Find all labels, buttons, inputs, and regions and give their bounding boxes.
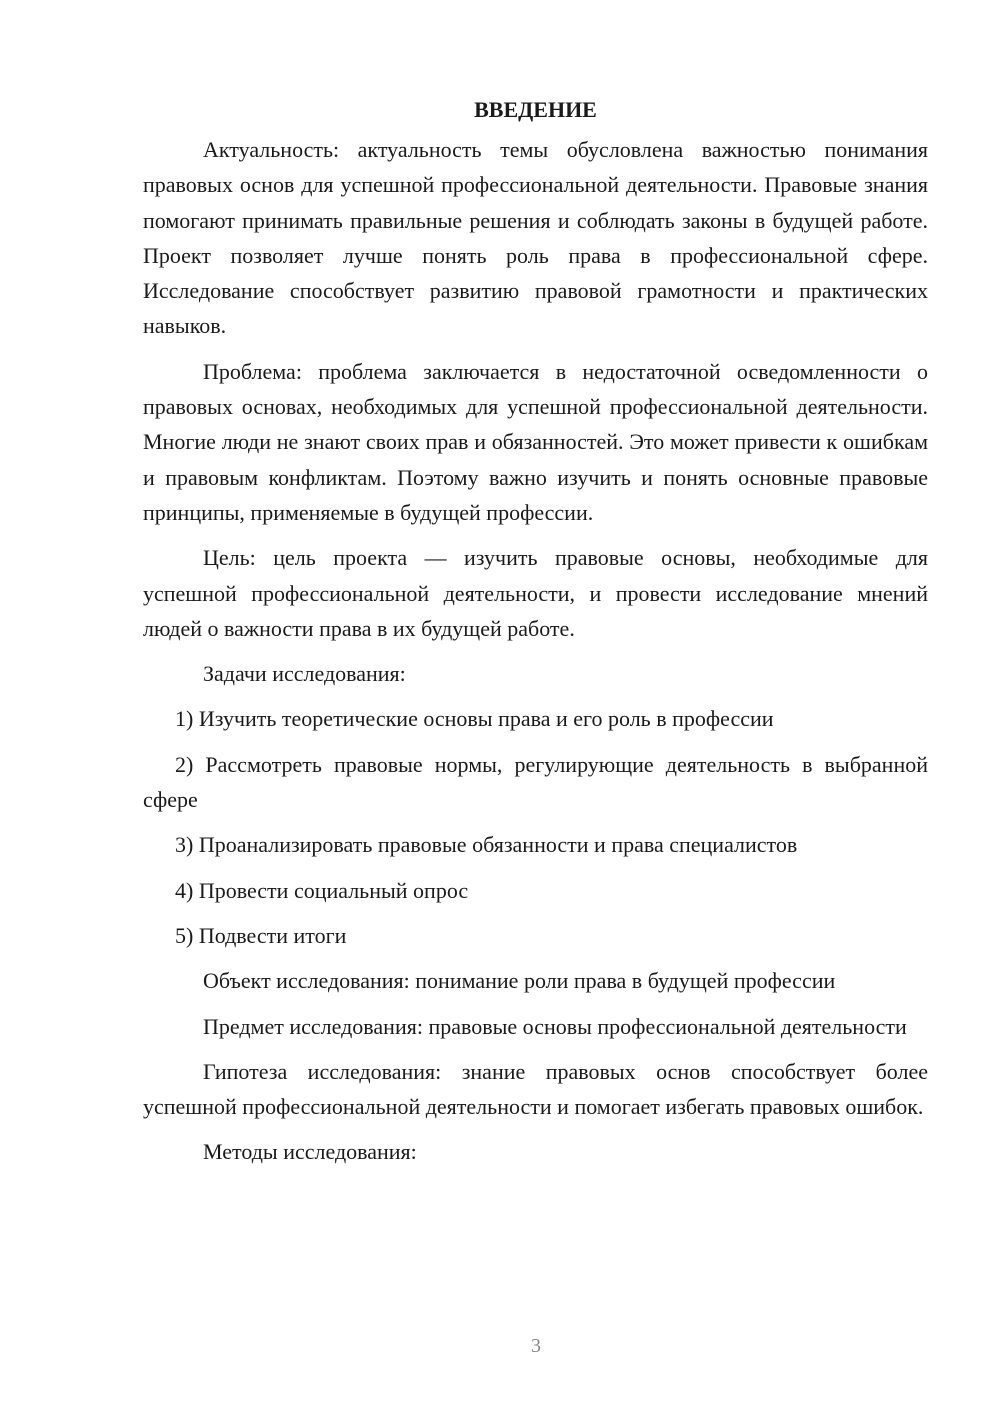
- document-page: [143, 92, 928, 1180]
- page-number: 3: [531, 1335, 541, 1357]
- task-item-1: 1) Изучить теоретические основы права и его роль в профессии: [175, 706, 774, 732]
- methods-heading: Методы исследования:: [203, 1139, 417, 1165]
- task-item-4: 4) Провести социальный опрос: [175, 877, 469, 903]
- section-title: ВВЕДЕНИЕ: [474, 97, 597, 122]
- paragraph-subject: Предмет исследования: правовые основы профессиональной деятельности: [203, 1013, 907, 1039]
- task-item-5: 5) Подвести итоги: [175, 922, 347, 948]
- paragraph-problem: Проблема: проблема заключается в недостаточной осведомленности о правовых основах, необходимых для успешной профессиональной деятельности. Многие люди не знают своих прав и обязанностей. Это может привести к ошибкам и правовым конфликтам. Поэтому важно изучить и понять основные правовые принципы, применяемые в будущей профессии.: [143, 358, 928, 525]
- task-item-2: 2) Рассмотреть правовые нормы, регулирующие деятельность в выбранной сфере: [143, 751, 928, 813]
- tasks-heading: Задачи исследования:: [203, 661, 406, 687]
- paragraph-goal: Цель: цель проекта — изучить правовые основы, необходимые для успешной профессиональной деятельности, и провести исследование мнений людей о важности права в их будущей работе.: [143, 545, 928, 641]
- paragraph-object: Объект исследования: понимание роли права в будущей профессии: [203, 968, 836, 994]
- paragraph-relevance: Актуальность: актуальность темы обусловлена важностью понимания правовых основ для успешной профессиональной деятельности. Правовые знания помогают принимать правильные решения и соблюдать законы в будущей работе. Проект позволяет лучше понять роль права в профессиональной сфере. Исследование способствует развитию правовой грамотности и практических навыков.: [143, 137, 928, 339]
- paragraph-hypothesis: Гипотеза исследования: знание правовых основ способствует более успешной профессиональной деятельности и помогает избегать правовых ошибок.: [143, 1058, 928, 1120]
- task-item-3: 3) Проанализировать правовые обязанности и права специалистов: [175, 832, 798, 858]
